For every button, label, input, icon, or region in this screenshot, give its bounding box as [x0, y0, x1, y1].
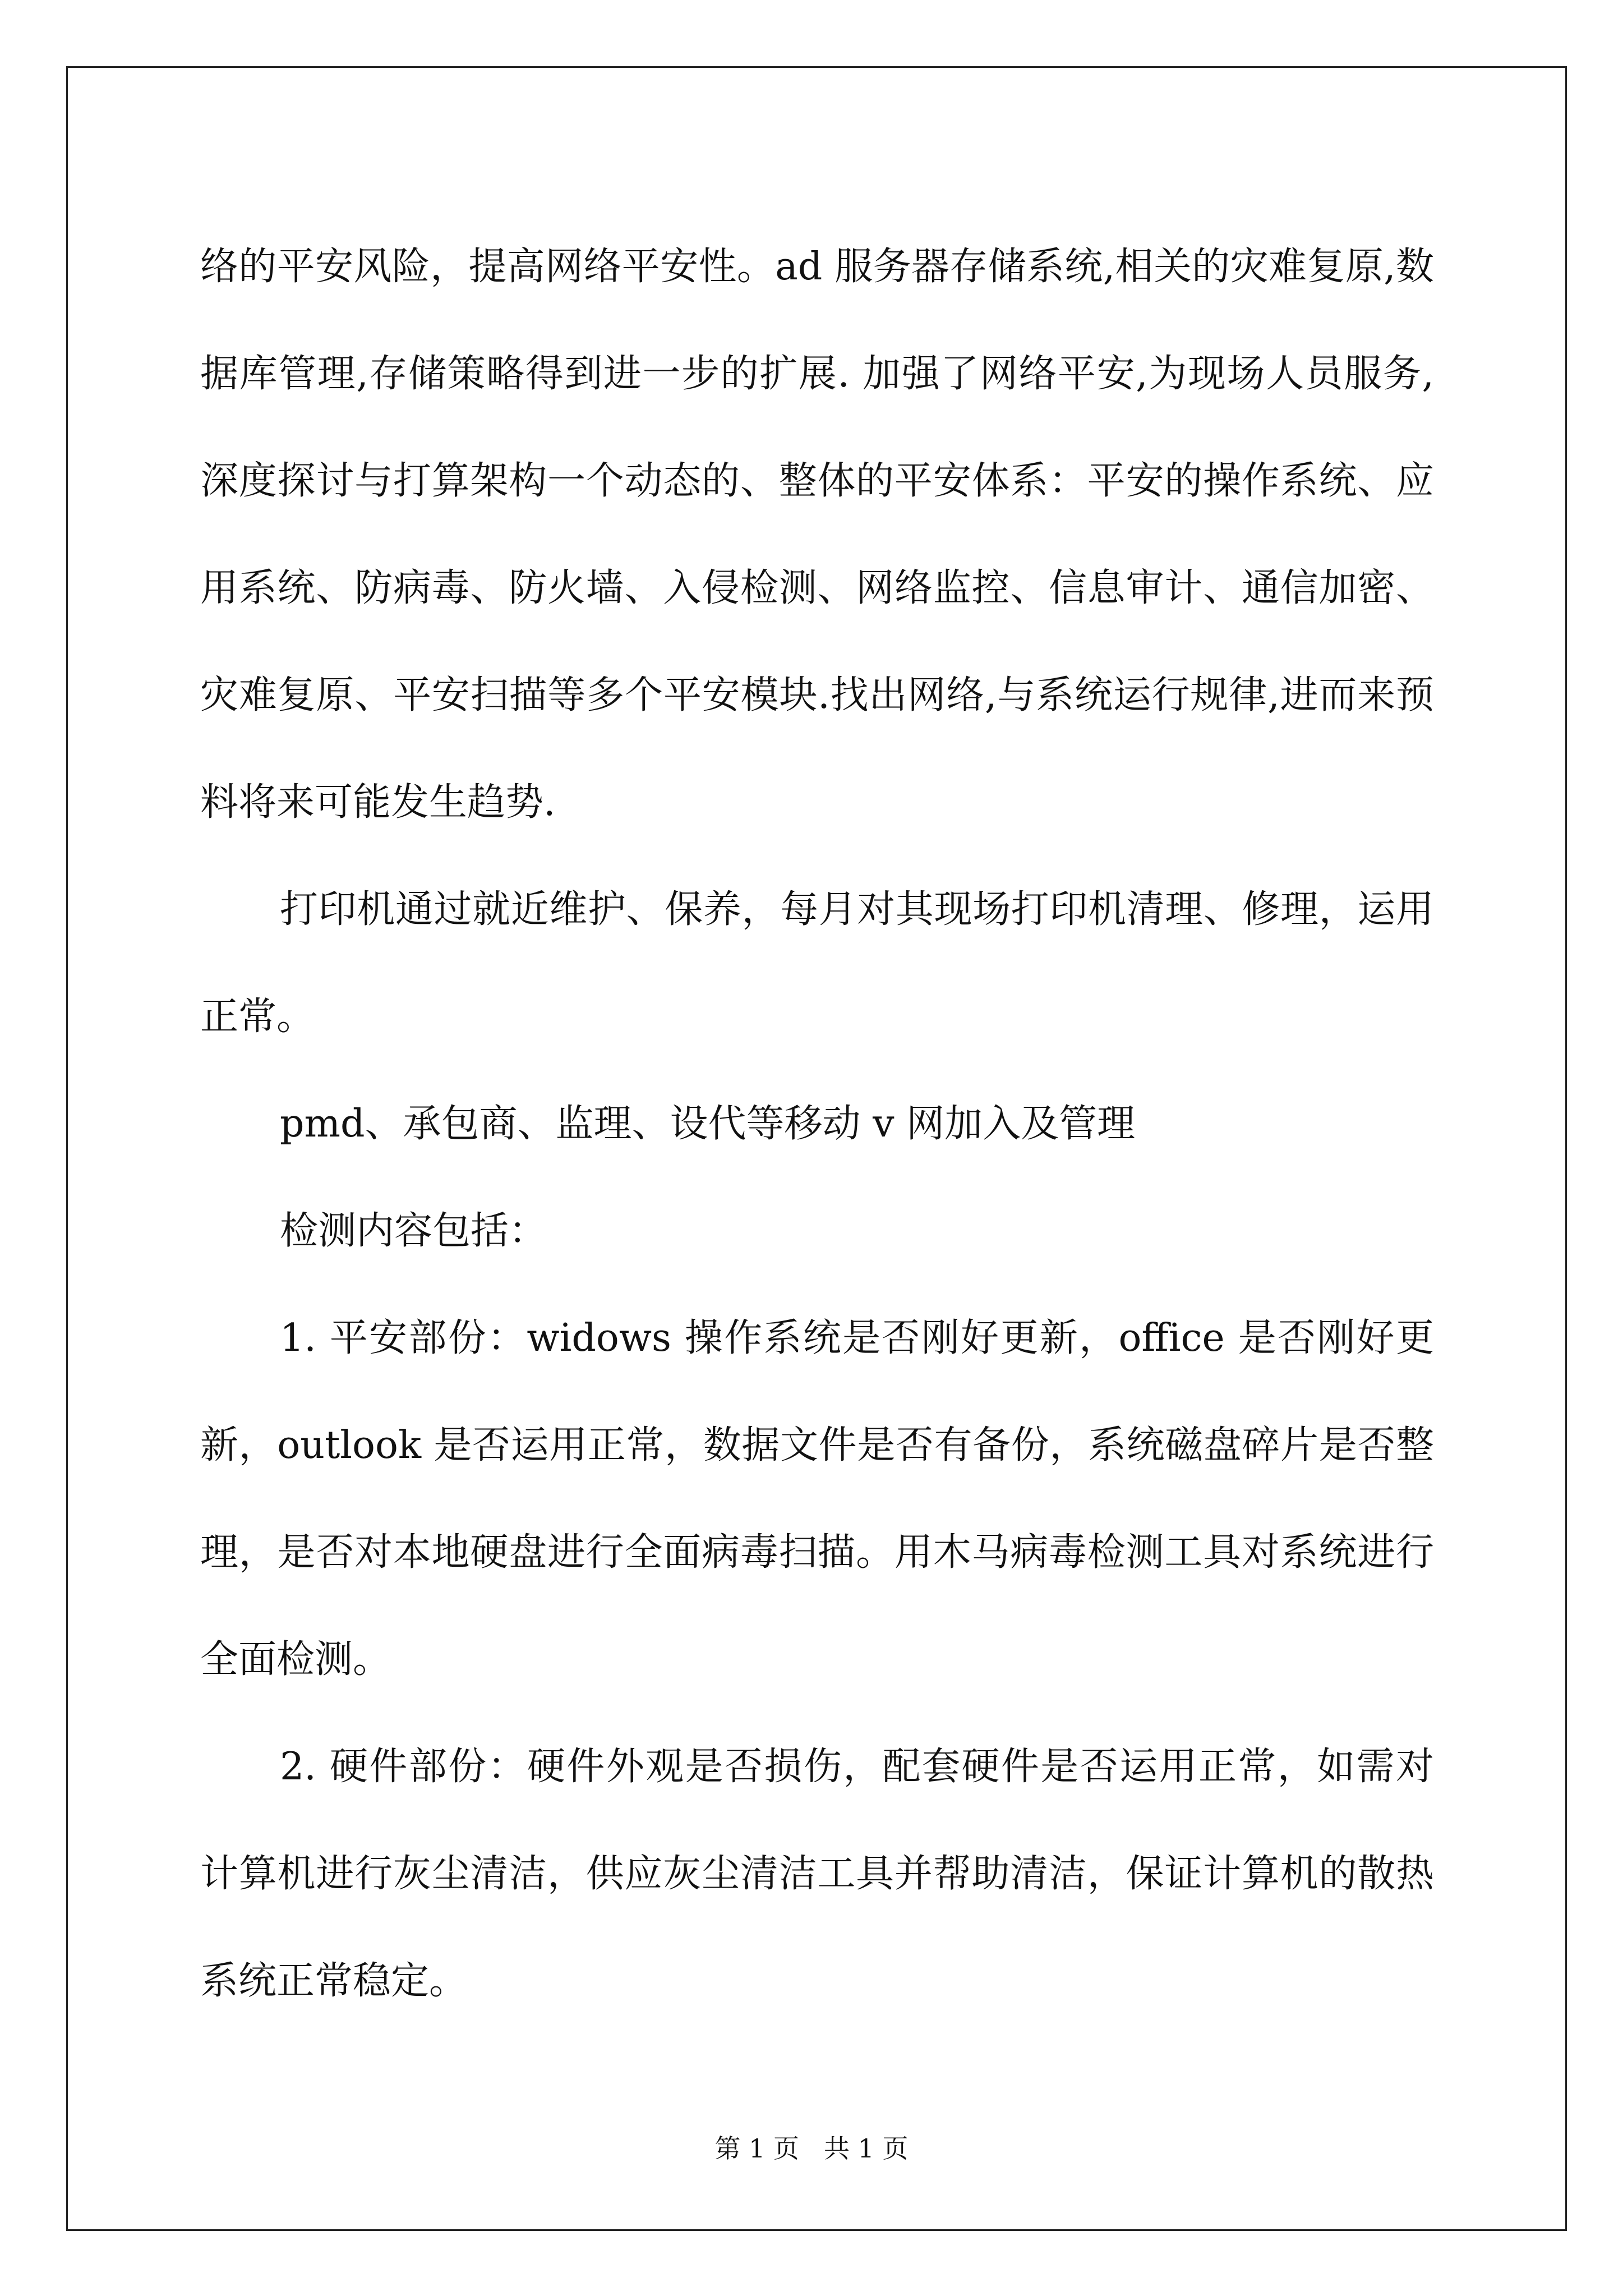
footer-spacer — [799, 2133, 824, 2164]
page-total: 共 1 页 — [823, 2133, 909, 2164]
paragraph: pmd、承包商、监理、设代等移动 v 网加入及管理 — [280, 1102, 1136, 1146]
paragraph: 1. 平安部份：widows 操作系统是否刚好更新，office 是否刚好更新，outlook 是否运用正常，数据文件是否有备份，系统磁盘碎片是否整理，是否对本地硬盘进行全面病毒扫描。用木马病毒检测工具对系统进行全面检测。 — [200, 1316, 1434, 1682]
document-body — [200, 213, 1434, 2035]
paragraph: 打印机通过就近维护、保养，每月对其现场打印机清理、修理，运用正常。 — [200, 887, 1434, 1039]
page-footer — [0, 2132, 1623, 2165]
paragraph: 络的平安风险，提高网络平安性。ad 服务器存储系统,相关的灾难复原,数据库管理,存储策略得到进一步的扩展. 加强了网络平安,为现场人员服务,深度探讨与打算架构一个动态的、整体的平安体系：平安的操作系统、应用系统、防病毒、防火墙、入侵检测、网络监控、信息审计、通信加密、灾难复原、平安扫描等多个平安模块.找出网络,与系统运行规律,进而来预料将来可能发生趋势. — [200, 245, 1434, 825]
page-number: 第 1 页 — [714, 2133, 800, 2164]
paragraph: 2. 硬件部份：硬件外观是否损伤，配套硬件是否运用正常，如需对计算机进行灰尘清洁，供应灰尘清洁工具并帮助清洁，保证计算机的散热系统正常稳定。 — [200, 1745, 1434, 2003]
paragraph: 检测内容包括： — [280, 1209, 547, 1253]
